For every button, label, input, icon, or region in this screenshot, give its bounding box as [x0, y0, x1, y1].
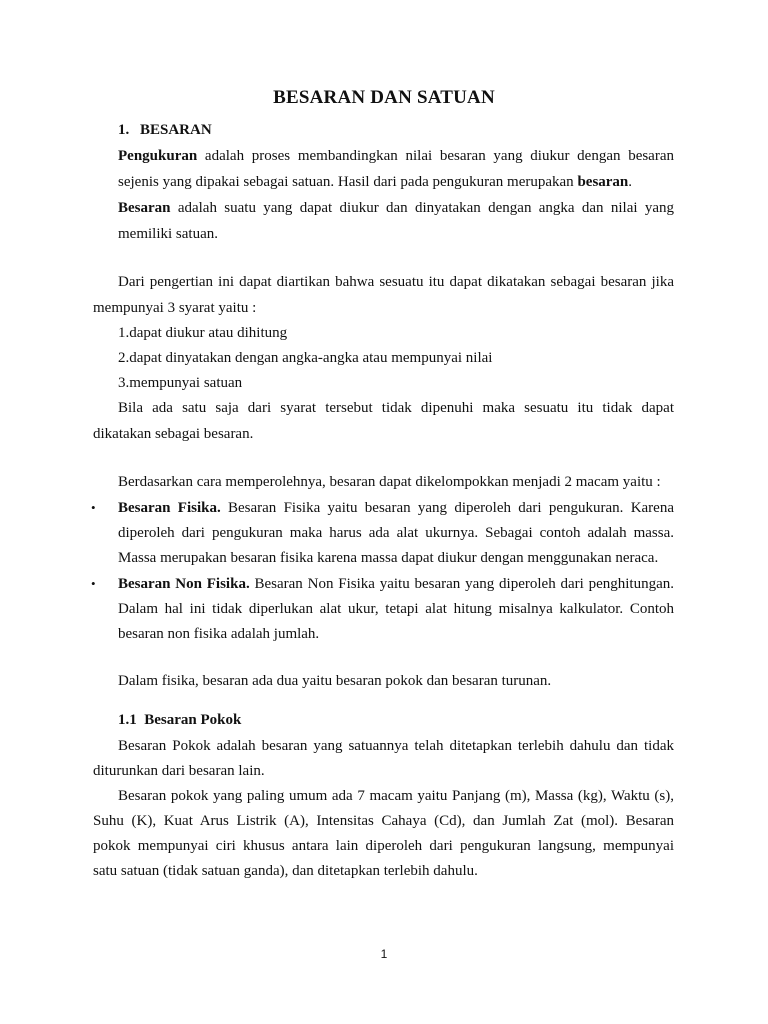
- section-heading: BESARAN: [140, 122, 212, 138]
- page-number: 1: [380, 947, 388, 961]
- pengukuran-text-2: sejenis yang dipakai sebagai satuan. Hasil dari pada pengukuran merupakan: [118, 174, 578, 190]
- pokok-p1-line-2: diturunkan dari besaran lain.: [93, 763, 265, 779]
- syarat-intro-1: Dari pengertian ini dapat diartikan bahwa sesuatu itu dapat dikatakan sebagai besaran jika: [118, 274, 674, 290]
- nonfisika-line-1: [118, 574, 674, 594]
- fisika-line-3: Massa merupakan besaran fisika karena massa dapat diukur dengan menggunakan neraca.: [118, 550, 659, 566]
- besaran-bold: besaran: [577, 174, 629, 190]
- besaran-term: Besaran: [118, 200, 171, 216]
- pokok-p2-line-3: pokok mempunyai ciri khusus antara lain diperoleh dari pengukuran langsung, mempunyai: [93, 838, 674, 854]
- besaran-line-2: memiliki satuan.: [118, 226, 218, 242]
- syarat-outro-2: dikatakan sebagai besaran.: [93, 426, 254, 442]
- subsection-heading: 1.1 Besaran Pokok: [118, 712, 242, 728]
- fisika-line-2: diperoleh dari pengukuran maka harus ada alat ukurnya. Sebagai contoh adalah massa.: [118, 525, 674, 541]
- fisika-term: Besaran Fisika.: [118, 500, 221, 516]
- pokok-p2-line-2: Suhu (K), Kuat Arus Listrik (A), Intensitas Cahaya (Cd), dan Jumlah Zat (mol). Besaran: [93, 813, 674, 829]
- fisika-line-1: [118, 498, 674, 518]
- bullet-icon: •: [91, 500, 96, 515]
- kelompok-intro: Berdasarkan cara memperolehnya, besaran dapat dikelompokkan menjadi 2 macam yaitu :: [118, 474, 661, 490]
- syarat-outro-1: Bila ada satu saja dari syarat tersebut tidak dipenuhi maka sesuatu itu tidak dapat: [118, 400, 674, 416]
- pengukuran-line-2: [118, 172, 632, 192]
- nonfisika-text: Besaran Non Fisika yaitu besaran yang diperoleh dari penghitungan.: [254, 576, 675, 592]
- fisika-dua-text: Dalam fisika, besaran ada dua yaitu besaran pokok dan besaran turunan.: [118, 673, 552, 689]
- pengukuran-line-1: [118, 146, 674, 166]
- syarat-item: 3.mempunyai satuan: [118, 375, 243, 391]
- section-number: 1.: [118, 122, 130, 138]
- syarat-intro-2: mempunyai 3 syarat yaitu :: [93, 300, 257, 316]
- fisika-text: Besaran Fisika yaitu besaran yang diperoleh dari pengukuran. Karena: [228, 500, 674, 516]
- bullet-icon: •: [91, 576, 96, 591]
- besaran-line-1: [118, 198, 674, 218]
- syarat-item: 1.dapat diukur atau dihitung: [118, 325, 288, 341]
- pokok-p2-line-1: Besaran pokok yang paling umum ada 7 macam yaitu Panjang (m), Massa (kg), Waktu (s),: [118, 788, 674, 804]
- document-title: BESARAN DAN SATUAN: [273, 87, 495, 108]
- pengukuran-text: adalah proses membandingkan nilai besaran yang diukur dengan besaran: [204, 148, 674, 164]
- nonfisika-line-3: besaran non fisika adalah jumlah.: [118, 626, 320, 642]
- pengukuran-term: Pengukuran: [118, 148, 198, 164]
- pokok-p1-line-1: Besaran Pokok adalah besaran yang satuannya telah ditetapkan terlebih dahulu dan tidak: [118, 738, 674, 754]
- syarat-item: 2.dapat dinyatakan dengan angka-angka atau mempunyai nilai: [118, 350, 493, 366]
- nonfisika-term: Besaran Non Fisika.: [118, 576, 250, 592]
- period: .: [628, 174, 633, 190]
- besaran-text: adalah suatu yang dapat diukur dan dinyatakan dengan angka dan nilai yang: [177, 200, 675, 216]
- nonfisika-line-2: Dalam hal ini tidak diperlukan alat ukur, tetapi alat hitung misalnya kalkulator. Contoh: [118, 601, 674, 617]
- pokok-p2-line-4: satu satuan (tidak satuan ganda), dan ditetapkan terlebih dahulu.: [93, 863, 478, 879]
